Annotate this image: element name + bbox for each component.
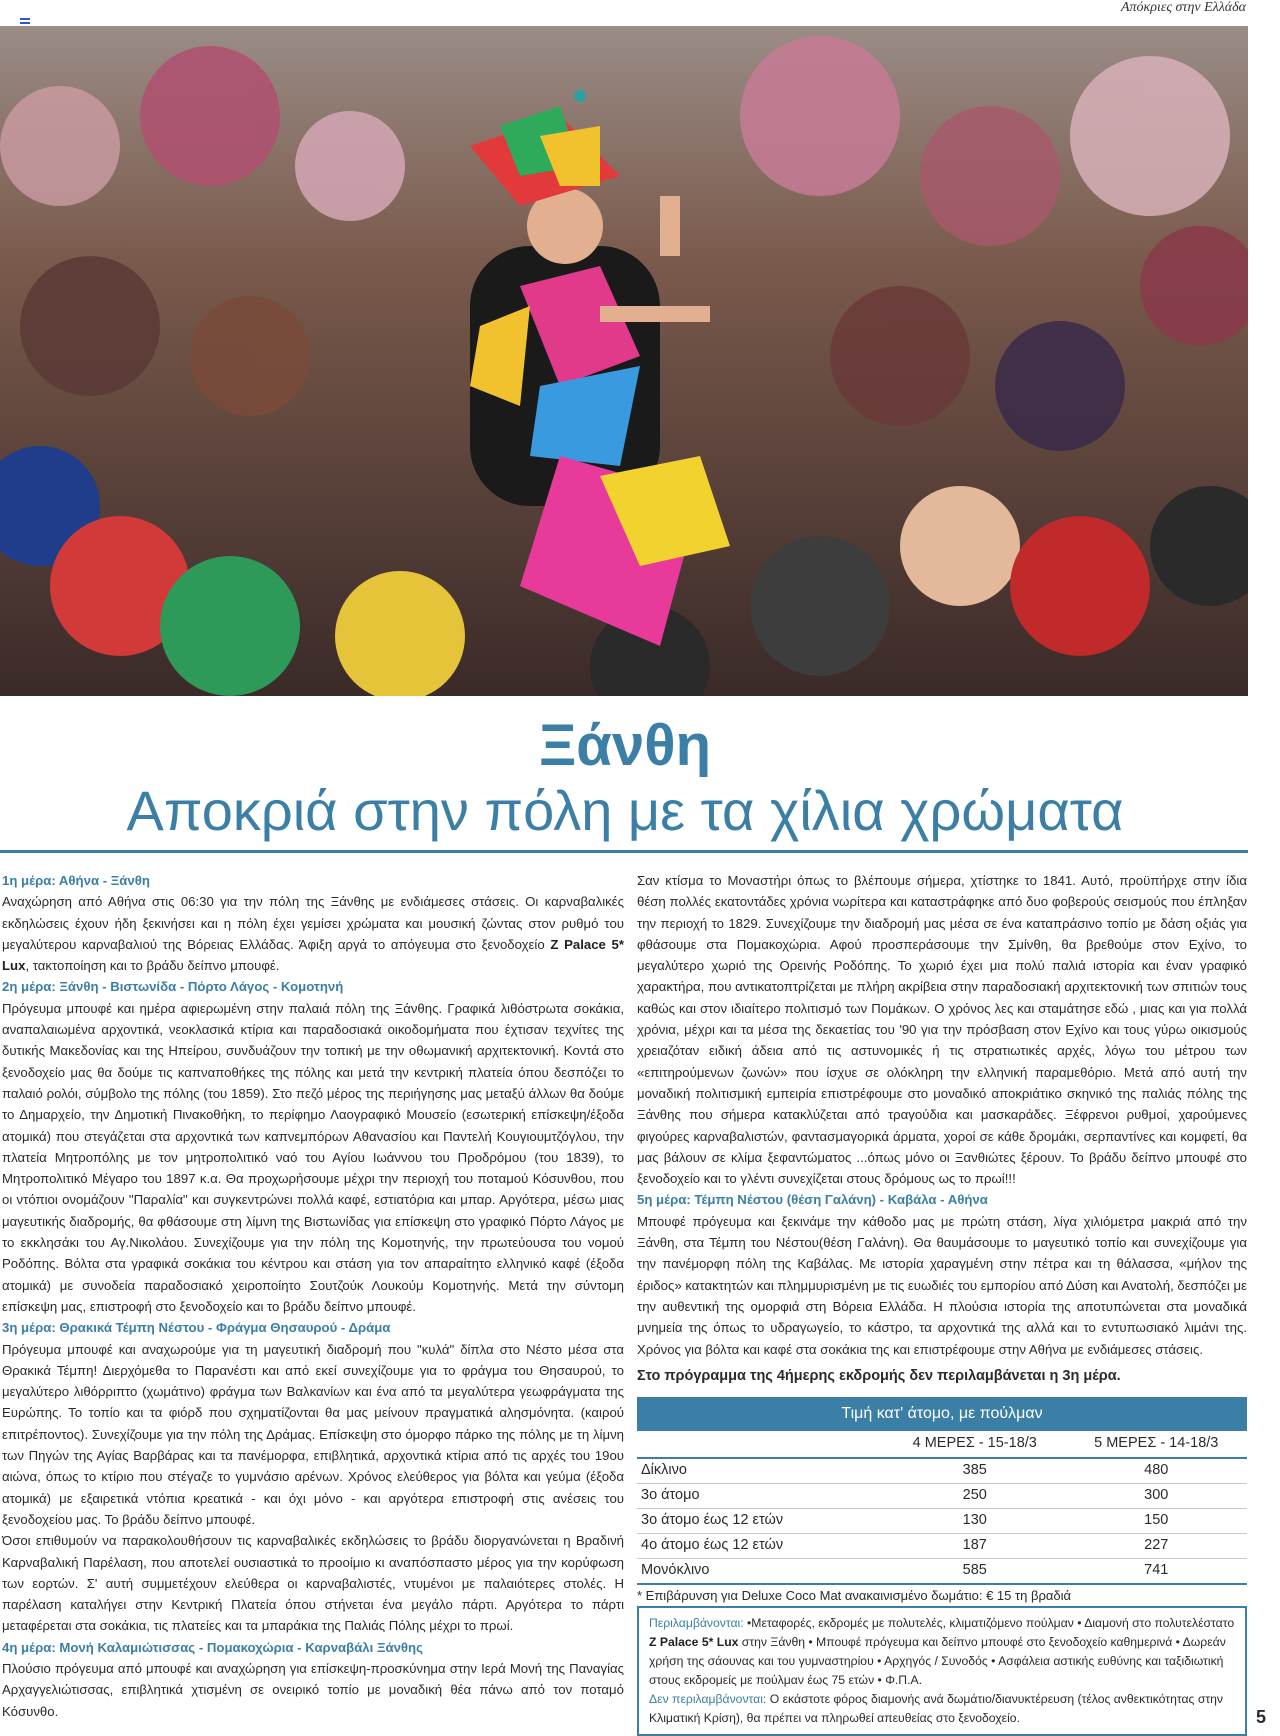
page-number: 5	[1255, 1707, 1266, 1727]
day1-heading: 1η μέρα: Αθήνα - Ξάνθη	[2, 873, 150, 888]
price-value: 187	[884, 1534, 1066, 1559]
price-value: 250	[884, 1484, 1066, 1509]
flag-icon	[20, 18, 30, 26]
page-subtitle: Αποκριά στην πόλη με τα χίλια χρώματα	[126, 779, 1124, 842]
day1-text	[2, 891, 624, 976]
carnival-photo	[0, 26, 1248, 696]
included-hotel: Z Palace 5* Lux	[649, 1635, 739, 1650]
included-text-b: στην Ξάνθη • Μπουφέ πρόγευμα και δείπνο μπουφέ στο ξενοδοχείο καθημερινά • Δωρεάν χρήση της σάουνας και του γυμναστηρίου • Αρχηγός / Συνοδός • Ασφάλεια αστικής ευθύνης και ταξιδιωτική στους εκδρομείς με πούλμαν έως 75 ετών • Φ.Π.Α.	[649, 1635, 1226, 1688]
day5-text: Μπουφέ πρόγευμα και ξεκινάμε την κάθοδο μας με πρώτη στάση, λίγα χιλιόμετρα μακριά από την Ξάνθη, στα Τέμπη του Νέστου(θέση Γαλάνη). Θα θαυμάσουμε το μαγευτικό τοπίο και συνεχίζουμε για την πανέμορφη πόλη της Καβάλας. Με ιστορία χαραγμένη στην πέτρα και τη θάλασσα, «μήλον της έριδος» κατακτητών και πλημμυρισμένη με τις ευωδιές του εμπορίου από Δύση και Ανατολή, δεσπόζει με την αυθεντική της ομορφιά στη Βόρεια Ελλάδα. Η πλούσια ιστορία της αποτυπώνεται στα μοναδικά μνημεία της όπως το υδραγωγείο, το κάστρο, τα αρχοντικά της αλλά και το εντυπωσιακό λιμάνι της. Χρόνος για βόλτα και καφέ στα σοκάκια της και επιστρέφουμε στην Αθήνα με ενδιάμεσες στάσεις.	[637, 1213, 1247, 1357]
inclusions-box	[637, 1606, 1247, 1736]
price-col-4days: 4 ΜΕΡΕΣ - 15-18/3	[884, 1431, 1066, 1458]
price-value: 741	[1066, 1559, 1248, 1585]
table-row	[637, 1509, 1247, 1534]
running-title: Απόκριες στην Ελλάδα	[1120, 0, 1246, 15]
page-title: Ξάνθη	[538, 713, 712, 778]
included-text-a: •Μεταφορές, εκδρομές με πολυτελές, κλιματιζόμενο πούλμαν • Διαμονή στο πολυτελέστατο	[743, 1616, 1235, 1631]
price-value: 585	[884, 1559, 1066, 1585]
day4-text: Πλούσιο πρόγευμα από μπουφέ και αναχώρηση για επίσκεψη-προσκύνημα στην Ιερά Μονή της Παναγίας Αρχαγγελιώτισσας, επιβλητικά χτισμένη σε ονειρικό τοπίο με μοναδική θέα πάνω από τον ποταμό Κόσυνθο.	[2, 1660, 624, 1719]
price-footnote: * Επιβάρυνση για Deluxe Coco Mat ανακαινισμένο δωμάτιο: € 15 τη βραδιά	[637, 1588, 1072, 1604]
day3-text: Πρόγευμα μπουφέ και αναχωρούμε για τη μαγευτική διαδρομή που "κυλά" δίπλα στο Νέστο μέσα στα Θρακικά Τέμπη! Διερχόμεθα το Παρανέστι και από εκεί συνεχίζουμε για το φράγμα του Θησαυρού, το μεγαλύτερο λιθόρριπτο (χωμάτινο) φράγμα των Βαλκανίων και ένα από τα μεγαλύτερα γεωφράγματα της Ευρώπης. Το τοπίο και τα φιόρδ που σχηματίζονται θα μας μείνουν πραγματικά αλησμόνητα. (καιρού επιτρέποντος). Συνεχίζουμε για την πόλη της Δράμας. Επίσκεψη στο όμορφο πάρκο της πόλης με τη λίμνη των Πηγών της Αγίας Βαρβάρας και τα πανέμορφα, επιβλητικά, αρχοντικά κτίρια από τις αρχές του 19ου αιώνα, όπως το κτίριο που στέγαζε το γυμνάσιο αρένων. Χρόνος ελεύθερος για βόλτα και γεύμα (έξοδα ατομικά) με εξαιρετικά ντόπια κρεατικά - και όχι μόνο - και αργότερα επιστροφή στις ανέσεις του ξενοδοχείου μας. Το βράδυ δείπνο μπουφέ.	[2, 1341, 624, 1527]
price-table-corner	[637, 1431, 884, 1458]
included-label: Περιλαμβάνονται:	[649, 1616, 744, 1631]
price-value: 385	[884, 1458, 1066, 1484]
day5-heading: 5η μέρα: Τέμπη Νέστου (θέση Γαλάνη) - Καβάλα - Αθήνα	[637, 1192, 988, 1208]
right-column	[637, 870, 1247, 1736]
price-value: 300	[1066, 1484, 1248, 1509]
table-row	[637, 1484, 1247, 1509]
price-table-title: Τιμή κατ' άτομο, με πούλμαν	[637, 1397, 1247, 1431]
day2-text: Πρόγευμα μπουφέ και ημέρα αφιερωμένη στην παλαιά πόλη της Ξάνθης. Γραφικά λιθόστρωτα σοκάκια, αναπαλαιωμένα αρχοντικά, νεοκλασικά κτίρια και παραδοσιακά οικοδομήματα που έχτισαν τεχνίτες της δυτικής Μακεδονίας και της Ηπείρου, συνδυάζουν την τοπική με την οθωμανική αρχιτεκτονική. Κοντά στο ξενοδοχείο μας θα δούμε τις καπναποθήκες της πόλης και μετά την κεντρική πλατεία όπου δεσπόζει το παλαιό ρολόι, σύμβολο της πόλης (του 1859). Στο πεζό μέρος της περιήγησης μας μεταξύ άλλων θα δούμε το Δημαρχείο, την Δημοτική Πινακοθήκη, το περίφημο Λαογραφικό Μουσείο (εσωτερική επίσκεψη/έξοδα ατομικά) που στεγάζεται στα αρχοντικά των καπνεμπόρων Αθανασίου και Παντελή Κουγιουμτζόγλου, την πλατεία Μητροπόλης με τον μητροπολιτικό ναό του Αγίου Ιωάννου του Προδρόμου (του 1839), το Μητροπολιτικό Μέγαρο του 1897 κ.α. Θα προχωρήσουμε μέχρι την περιοχή του ποταμού Κόσυνθου, που οι ντόπιοι ονομάζουν "Παραλία" και συγκεντρώνει πολλά καφέ, εστιατόρια και μπαρ. Αργότερα, μέσω μιας μαγευτικής διαδρομής, θα φθάσουμε στη λίμνη της Βιστωνίδας για επίσκεψη στο γραφικό Πόρτο Λάγος με το εκκλησάκι του Αγ.Νικολάου. Συνεχίζουμε για την πόλη της Κομοτηνής, την πρωτεύουσα του νομού Ροδόπης. Βόλτα στα γραφικά σοκάκια του κέντρου και στάση για τον απαραίτητο ελληνικό καφέ (έξοδα ατομικά) με συνοδεία παραδοσιακό χειροποίητο Σουτζούκ Λουκούμ Κομοτηνής. Μετά την σύντομη επίσκεψη μας, επιστροφή στο ξενοδοχείο και το βράδυ δείπνο μπουφέ.	[2, 1000, 624, 1314]
day3-text-2: Όσοι επιθυμούν να παρακολουθήσουν τις καρναβαλικές εκδηλώσεις το βράδυ διοργανώνεται η Βραδινή Καρναβαλική Παρέλαση, που αποτελεί ουσιαστικά το προοίμιο κι αναπόσπαστο μέρος για την κορύφωση των εορτών. Σ' αυτή συμμετέχουν ελεύθερα οι καρναβαλιστές, ντυμένοι με παλαιότερες στολές. Η παρέλαση καταλήγει στην Κεντρική Πλατεία όπου στήνεται ένα μεγάλο πάρτι. Αργότερα το πάρτι μεταφέρεται στα σοκάκια, τις πλατείες και τα μπαράκια της Παλιάς Πόλης μέχρι το πρωί.	[2, 1533, 624, 1634]
carnival-photo-illustration	[0, 26, 1248, 696]
price-col-5days: 5 ΜΕΡΕΣ - 14-18/3	[1066, 1431, 1248, 1458]
table-row	[637, 1534, 1247, 1559]
program-note: Στο πρόγραμμα της 4ήμερης εκδρομής δεν περιλαμβάνεται η 3η μέρα.	[637, 1367, 1121, 1384]
price-row-label: 3ο άτομο έως 12 ετών	[637, 1509, 884, 1534]
day1-hotel: Z Palace 5* Lux	[2, 936, 624, 974]
table-row	[637, 1458, 1247, 1484]
price-row-label: 3ο άτομο	[637, 1484, 884, 1509]
price-table	[637, 1397, 1247, 1585]
left-column	[2, 870, 624, 1722]
table-row	[637, 1559, 1247, 1585]
price-row-label: 4ο άτομο έως 12 ετών	[637, 1534, 884, 1559]
day4-heading: 4η μέρα: Μονή Καλαμιώτισσας - Πομακοχώρια - Καρναβάλι Ξάνθης	[2, 1639, 423, 1655]
price-row-label: Δίκλινο	[637, 1458, 884, 1484]
day4-text-continued: Σαν κτίσμα το Μοναστήρι όπως το βλέπουμε σήμερα, χτίστηκε το 1841. Αυτό, προϋπήρχε στην ίδια θέση πολλές εκατοντάδες χρόνια νωρίτερα και καταστράφηκε από δυο φοβερούς σεισμούς που έπληξαν την περιοχή το 1829. Συνεχίζουμε την διαδρομή μας μέσα σε ένα καταπράσινο τοπίο με δάση οξιάς για φθάσουμε στα Πομακοχώρια. Αφού προσπεράσουμε την Σμίνθη, θα βρεθούμε στον Εχίνο, το μεγαλύτερο χωριό της Ορεινής Ροδόπης. Το χωριό έχει μια πολύ παλιά ιστορία και έναν γραφικό χαρακτήρα, που αντικατοπτρίζεται με πλήρη ακρίβεια στην παραδοσιακή αρχιτεκτονική των σπιτιών τους καθώς και στον ιδιαίτερο πολιτισμό των Πομάκων. Ο χρόνος λες και σταμάτησε εδώ , μιας και για πολλά χρόνια, μέχρι και τα μέσα της δεκαετίας του '90 για την πρόσβαση στον Εχίνο και τους γύρω οικισμούς χρειαζόταν ειδική άδεια από τις αστυνομικές ή τις στρατιωτικές αρχές, λόγω του μέτρου των «επιτηρούμενων ζωνών» που ίσχυε σε ολόκληρη την ελληνική παραμεθόριο. Μετά από αυτή την μοναδική πολιτισμική εμπειρία επιστρέφουμε στο μοναδικό αποκριάτικο σκηνικό της παλιάς πόλης της Ξάνθης που σήμερα κατακλύζεται από τραγούδια και μασκαράδες. Ξέφρενοι ρυθμοί, χαρούμενες φιγούρες καρναβαλιστών, φαντασμαγορικά άρματα, χοροί σε κάθε δρομάκι, σερπαντίνες και κομφετί, θα μας βάλουν σε κλίμα ξεφαντώματος ...όπως μόνο οι Ξανθιώτες ξέρουν. Το βράδυ δείπνο μπουφέ στο ξενοδοχείο και το γλέντι συνεχίζεται στους δρόμους ως το πρωί!!!	[637, 873, 1247, 1187]
day1-text-b: , τακτοποίηση και το βράδυ δείπνο μπουφέ.	[25, 958, 280, 974]
day1-text-a: Αναχώρηση από Αθήνα στις 06:30 για την πόλη της Ξάνθης με ενδιάμεσες στάσεις. Οι καρναβαλικές εκδηλώσεις έχουν ήδη ξεκινήσει και η πόλη έχει γεμίσει χρώματα και μουσική ζώντας στον ρυθμό του μεγαλύτερου καρναβαλιού της Βόρειας Ελλάδας. Άφιξη αργά το απόγευμα στο ξενοδοχείο	[2, 894, 624, 952]
excluded-label: Δεν περιλαμβάνονται:	[649, 1692, 767, 1707]
excluded-text: Ο εκάστοτε φόρος διαμονής ανά δωμάτιο/διανυκτέρευση (τέλος ανθεκτικότητας στην Κλιματική Κρίση), θα πρέπει να πληρωθεί απευθείας στο ξενοδοχείο.	[649, 1692, 1224, 1726]
price-value: 130	[884, 1509, 1066, 1534]
day3-heading: 3η μέρα: Θρακικά Τέμπη Νέστου - Φράγμα Θησαυρού - Δράμα	[2, 1320, 391, 1336]
price-row-label: Μονόκλινο	[637, 1559, 884, 1585]
price-value: 227	[1066, 1534, 1248, 1559]
day2-heading: 2η μέρα: Ξάνθη - Βιστωνίδα - Πόρτο Λάγος - Κομοτηνή	[2, 979, 344, 995]
title-divider	[0, 850, 1248, 853]
price-value: 480	[1066, 1458, 1248, 1484]
price-value: 150	[1066, 1509, 1248, 1534]
